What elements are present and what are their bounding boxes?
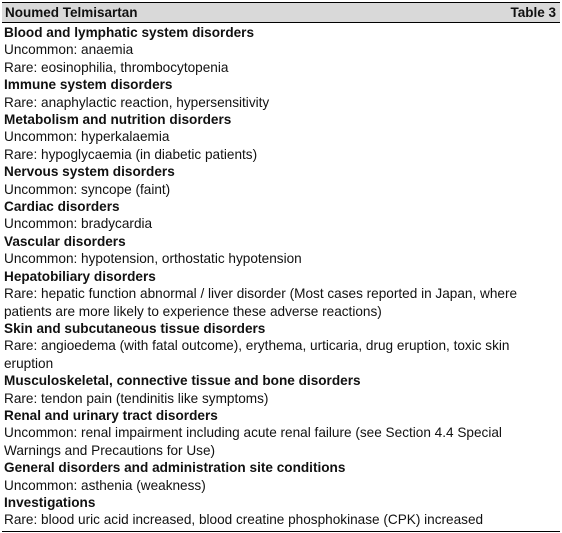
section-title: Blood and lymphatic system disorders: [4, 25, 255, 40]
section-title: Renal and urinary tract disorders: [4, 407, 218, 423]
reaction-line: Uncommon: hyperkalaemia: [4, 129, 170, 145]
reaction-line: Rare: eosinophilia, thrombocytopenia: [4, 59, 229, 75]
section-title: Investigations: [4, 494, 96, 510]
section: [4, 459, 552, 494]
reaction-line: Uncommon: asthenia (weakness): [4, 477, 206, 493]
reaction-line: Uncommon: renal impairment including acute renal failure (see Section 4.4 Special Warnings and Precautions for Use): [4, 425, 502, 458]
section: [4, 111, 552, 163]
table-number: Table 3: [510, 5, 556, 20]
adverse-reactions-table: [2, 2, 560, 532]
reaction-line: Uncommon: syncope (faint): [4, 181, 171, 197]
table-title: Noumed Telmisartan: [5, 5, 138, 20]
section-title: Nervous system disorders: [4, 164, 175, 180]
reaction-line: Uncommon: bradycardia: [4, 216, 153, 232]
section: [4, 76, 552, 111]
section-title: Hepatobiliary disorders: [4, 268, 156, 284]
reaction-line: Rare: blood uric acid increased, blood creatine phosphokinase (CPK) increased: [4, 512, 484, 528]
section-title: Musculoskeletal, connective tissue and bone disorders: [4, 373, 361, 389]
reaction-line: Uncommon: hypotension, orthostatic hypotension: [4, 251, 302, 267]
section: [4, 163, 552, 198]
section-title: Metabolism and nutrition disorders: [4, 112, 232, 128]
section-title: Cardiac disorders: [4, 199, 120, 215]
section-title: Immune system disorders: [4, 77, 173, 93]
section: [4, 24, 552, 76]
section: [4, 268, 552, 320]
reaction-line: Rare: tendon pain (tendinitis like symptoms): [4, 390, 269, 406]
reaction-line: Uncommon: anaemia: [4, 42, 134, 58]
section: [4, 407, 552, 459]
section-title: General disorders and administration site conditions: [4, 460, 346, 476]
reaction-line: Rare: angioedema (with fatal outcome), erythema, urticaria, drug eruption, toxic skin eruption: [4, 338, 510, 371]
reaction-line: Rare: hepatic function abnormal / liver disorder (Most cases reported in Japan, where patients are more likely to experience these adverse reactions): [4, 286, 518, 319]
section: [4, 320, 552, 372]
section: [4, 494, 552, 529]
reaction-line: Rare: anaphylactic reaction, hypersensitivity: [4, 94, 270, 110]
reaction-line: Rare: hypoglycaemia (in diabetic patients): [4, 146, 258, 162]
section: [4, 233, 552, 268]
table-header: [2, 3, 560, 23]
section: [4, 198, 552, 233]
section-title: Skin and subcutaneous tissue disorders: [4, 320, 266, 336]
table-body: [2, 23, 560, 531]
section: [4, 372, 552, 407]
section-title: Vascular disorders: [4, 233, 126, 249]
